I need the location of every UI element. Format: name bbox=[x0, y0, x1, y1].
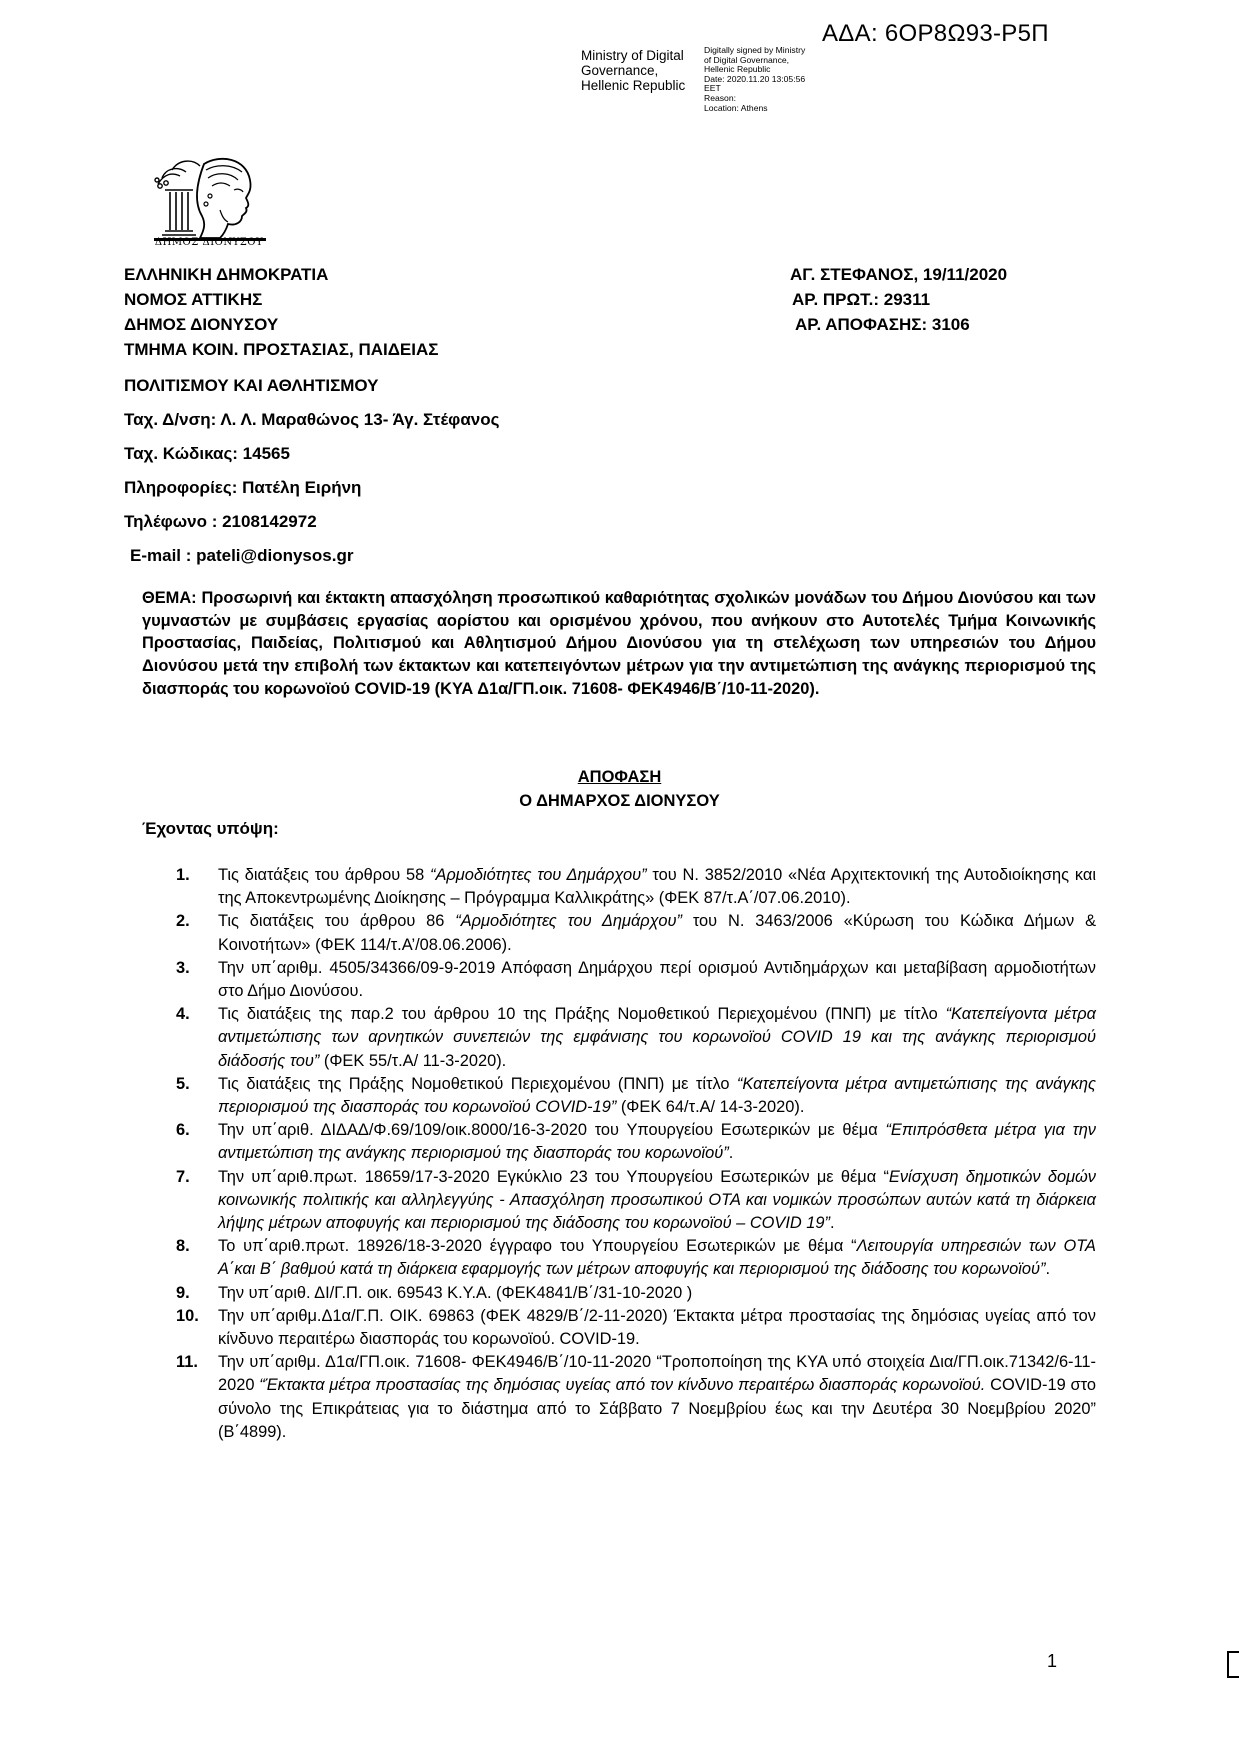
decision-subtitle: Ο ΔΗΜΑΡΧΟΣ ΔΙΟΝΥΣΟΥ bbox=[519, 792, 720, 810]
decision-title bbox=[0, 768, 1239, 787]
list-item-text: Τις διατάξεις του άρθρου 58 bbox=[218, 866, 431, 884]
list-item-number: 9. bbox=[176, 1283, 190, 1302]
list-item-text: COVID-19 στο σύνολο της Επικράτειας για το διάστημα από το Σάββατο 7 Νοεμβρίου έως και την Δευτέρα 30 Νοεμβρίου 2020” (Β΄4899). bbox=[218, 1376, 1096, 1441]
list-item-citation: “Κατεπείγοντα μέτρα αντιμετώπισης των αρνητικών συνεπειών της εμφάνισης του κορωνοϊού COVID 19 και της ανάγκης περιορισμού διάδοσής του” bbox=[218, 1005, 1096, 1070]
protocol-number: ΑΡ. ΠΡΩΤ.: 29311 bbox=[792, 290, 931, 309]
decision-number: ΑΡ. ΑΠΟΦΑΣΗΣ: 3106 bbox=[795, 315, 970, 334]
subject-paragraph: ΘΕΜΑ: Προσωρινή και έκτακτη απασχόληση προσωπικού καθαριότητας σχολικών μονάδων του Δήμου Διονύσου και των γυμναστών με συμβάσεις εργασίας αορίστου και ορισμένου χρόνου, που ανήκουν στο Αυτοτελές Τμήμα Κοινωνικής Προστασίας, Παιδείας, Πολιτισμού και Αθλητισμού Δήμου Διονύσου για τη στελέχωση των υπηρεσιών του Δήμου Διονύσου μετά την επιβολή των έκτακτων και κατεπειγόντων μέτρων για την αντιμετώπιση της ανάγκης περιορισμού της διασποράς του κορωνοϊού COVID-19 (ΚΥΑ Δ1α/ΓΠ.οικ. 71608- ΦΕΚ4946/Β΄/10-11-2020). bbox=[142, 589, 1096, 698]
signature-signer bbox=[581, 48, 685, 93]
decision-title-text: ΑΠΟΦΑΣΗ bbox=[577, 768, 662, 786]
list-item bbox=[176, 1003, 1096, 1073]
list-item-text: (ΦΕΚ 55/τ.Α/ 11-3-2020). bbox=[319, 1051, 507, 1070]
list-item-number: 7. bbox=[176, 1167, 190, 1186]
ada-code: ΑΔΑ: 6ΟΡ8Ω93-Ρ5Π bbox=[822, 20, 1049, 47]
list-item-citation: “Επιπρόσθετα μέτρα για την αντιμετώπιση της ανάγκης περιορισμού της διασποράς του κορωνοϊού” bbox=[218, 1121, 1096, 1163]
header-left-line: ΕΛΛΗΝΙΚΗ ΔΗΜΟΚΡΑΤΙΑ bbox=[124, 265, 329, 284]
list-item bbox=[176, 1282, 1096, 1305]
list-item-citation: “Έκτακτα μέτρα προστασίας της δημόσιας υγείας από τον κίνδυνο περαιτέρω διασποράς κορωνοϊού. bbox=[259, 1376, 986, 1395]
list-item bbox=[176, 1235, 1096, 1281]
list-item-citation: “Αρμοδιότητες του Δημάρχου” bbox=[430, 866, 647, 884]
list-item-text: Την υπ΄αριθμ. 4505/34366/09-9-2019 Απόφαση Δημάρχου περί ορισμού Αντιδημάρχων και μεταβίβαση αρμοδιοτήτων στο Δήμο Διονύσου. bbox=[218, 958, 1096, 1001]
list-item bbox=[176, 910, 1096, 956]
address: Ταχ. Δ/νση: Λ. Λ. Μαραθώνος 13- Άγ. Στέφανος bbox=[124, 410, 500, 429]
list-item-text: Την υπ΄αριθ.πρωτ. 18659/17-3-2020 Εγκύκλιο 23 του Υπουργείου Εσωτερικών με θέμα “ bbox=[218, 1167, 889, 1186]
list-item-number: 1. bbox=[176, 866, 190, 884]
list-item bbox=[176, 1351, 1096, 1444]
list-item bbox=[176, 957, 1096, 1003]
list-item bbox=[176, 1073, 1096, 1119]
signature-detail-line: Date: 2020.11.20 13:05:56 bbox=[704, 73, 806, 84]
list-item-text: (ΦΕΚ 64/τ.Α/ 14-3-2020). bbox=[616, 1098, 805, 1117]
page-edge-mark bbox=[1227, 1651, 1239, 1678]
list-item-text: Την υπ΄αριθμ. Δ1α/ΓΠ.οικ. 71608- ΦΕΚ4946/Β΄/10-11-2020 “Τροποποίηση της ΚΥΑ υπό στοιχεία Δια/ΓΠ.οικ.71342/6-11-2020 bbox=[218, 1353, 1096, 1395]
email: E-mail : pateli@dionysos.gr bbox=[130, 546, 354, 565]
page-number: 1 bbox=[1047, 1651, 1058, 1671]
list-item-text: Την υπ΄αριθμ.Δ1α/Γ.Π. ΟΙΚ. 69863 (ΦΕΚ 4829/Β΄/2-11-2020) Έκτακτα μέτρα προστασίας της δημόσιας υγείας από τον κίνδυνο περαιτέρω διασποράς του κορωνοϊού. COVID-19. bbox=[218, 1306, 1096, 1349]
list-item-citation: Λειτουργία υπηρεσιών των ΟΤΑ Α΄και Β΄ βαθμού κατά τη διάρκεια εφαρμογής των μέτρων αποφυγής και περιορισμού της διάδοσης του κορωνοϊού” bbox=[218, 1237, 1096, 1279]
list-item-text: Τις διατάξεις του άρθρου 86 bbox=[218, 912, 456, 931]
list-item-text: Την υπ΄αριθ. ΔΙ/Γ.Π. οικ. 69543 Κ.Υ.Α. (ΦΕΚ4841/Β΄/31-10-2020 ) bbox=[218, 1283, 693, 1302]
list-item-text: . bbox=[728, 1144, 734, 1163]
list-item-number: 5. bbox=[176, 1074, 190, 1093]
list-item-text: Τις διατάξεις της Πράξης Νομοθετικού Περιεχομένου (ΠΝΠ) με τίτλο bbox=[218, 1074, 737, 1093]
list-item bbox=[176, 1305, 1096, 1351]
signature-detail-line: EET bbox=[704, 83, 721, 94]
list-item-citation: “Κατεπείγοντα μέτρα αντιμετώπισης της ανάγκης περιορισμού της διασποράς του κορωνοϊού COVID-19” bbox=[218, 1074, 1096, 1117]
list-item-text: Το υπ΄αριθ.πρωτ. 18926/18-3-2020 έγγραφο του Υπουργείου Εσωτερικών με θέμα “ bbox=[218, 1237, 857, 1256]
signature-detail-line: of Digital Governance, bbox=[704, 54, 790, 65]
list-item-text: του Ν. 3852/2010 «Νέα Αρχιτεκτονική της Αυτοδιοίκησης και της Αποκεντρωμένης Διοίκησης – Πρόγραμμα Καλλικράτης» (ΦΕΚ 87/τ.Α΄/07.06.2010). bbox=[218, 866, 1096, 908]
signer-line: Hellenic Republic bbox=[581, 78, 686, 93]
postal-code: Ταχ. Κώδικας: 14565 bbox=[124, 444, 290, 463]
list-item-number: 6. bbox=[176, 1121, 190, 1140]
info-contact: Πληροφορίες: Πατέλη Ειρήνη bbox=[124, 478, 362, 497]
list-item-number: 4. bbox=[176, 1005, 190, 1024]
list-item-number: 11. bbox=[176, 1353, 198, 1372]
header-left-line: ΝΟΜΟΣ ΑΤΤΙΚΗΣ bbox=[124, 290, 263, 309]
signature-detail-line: Reason: bbox=[704, 92, 737, 103]
signer-line: Governance, bbox=[581, 63, 659, 78]
list-item-text: Τις διατάξεις της παρ.2 του άρθρου 10 της Πράξης Νομοθετικού Περιεχομένου (ΠΝΠ) με τίτλο bbox=[218, 1005, 946, 1024]
list-item bbox=[176, 1119, 1096, 1165]
header-left-line: ΔΗΜΟΣ ΔΙΟΝΥΣΟΥ bbox=[124, 315, 279, 334]
list-item-text: Την υπ΄αριθ. ΔΙΔΑΔ/Φ.69/109/οικ.8000/16-3-2020 του Υπουργείου Εσωτερικών με θέμα bbox=[218, 1121, 886, 1140]
list-item-number: 3. bbox=[176, 958, 190, 977]
having-regard-heading: Έχοντας υπόψη: bbox=[142, 819, 279, 838]
document-date: ΑΓ. ΣΤΕΦΑΝΟΣ, 19/11/2020 bbox=[790, 265, 1008, 284]
list-item bbox=[176, 864, 1096, 910]
list-item-text: . bbox=[1045, 1260, 1051, 1279]
header-left-line: ΤΜΗΜΑ ΚΟΙΝ. ΠΡΟΣΤΑΣΙΑΣ, ΠΑΙΔΕΙΑΣ bbox=[124, 340, 439, 359]
list-item bbox=[176, 1166, 1096, 1236]
signature-details bbox=[704, 46, 805, 113]
list-item-number: 8. bbox=[176, 1237, 190, 1256]
department-name: ΠΟΛΙΤΙΣΜΟΥ ΚΑΙ ΑΘΛΗΤΙΣΜΟΥ bbox=[124, 376, 379, 395]
phone: Τηλέφωνο : 2108142972 bbox=[124, 512, 317, 531]
list-item-number: 2. bbox=[176, 912, 190, 931]
list-item-citation: “Αρμοδιότητες του Δημάρχου” bbox=[455, 912, 682, 931]
logo-caption: ΔΗΜΟΣ ΔΙΟΝΥΣΟΥ bbox=[154, 237, 264, 248]
signature-detail-line: Location: Athens bbox=[704, 102, 768, 113]
list-item-number: 10. bbox=[176, 1306, 199, 1325]
signer-line: Ministry of Digital bbox=[581, 48, 684, 63]
considerations-list bbox=[176, 864, 1096, 1444]
signature-detail-line: Hellenic Republic bbox=[704, 64, 771, 75]
list-item-citation: Ενίσχυση δημοτικών δομών κοινωνικής πολιτικής και αλληλεγγύης - Απασχόληση προσωπικού ΟΤΑ και νομικών προσώπων αυτών κατά τη διάρκεια λήψης μέτρων αποφυγής και περιορισμού της διάδοσης του κορωνοϊού – COVID 19” bbox=[218, 1167, 1097, 1233]
list-item-text: . bbox=[830, 1214, 835, 1233]
list-item-text: του Ν. 3463/2006 «Κύρωση του Κώδικα Δήμων & Κοινοτήτων» (ΦΕΚ 114/τ.Α’/08.06.2006). bbox=[218, 912, 1097, 954]
signature-detail-line: Digitally signed by Ministry bbox=[704, 45, 806, 55]
